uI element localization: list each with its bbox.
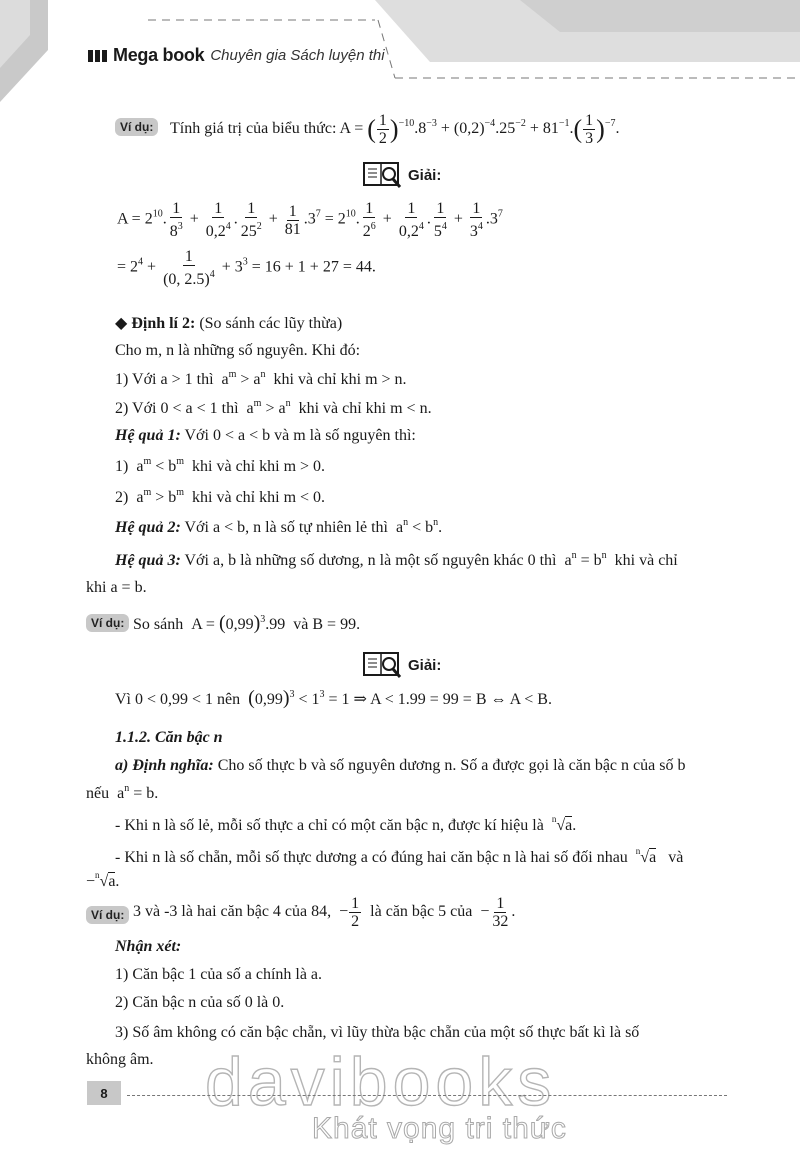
example-1-formula: A = ( $\frac{1}{2}$ )$^{-10}.8^{-3} + (0,2)^{-4}.25^{-2} + 81^{-1}$.( $\frac{1}{3}$ )$^{-7}$. — [339, 112, 620, 147]
corollary-3-text: Với a, b là những số dương, n là một số nguyên khác 0 thì — [184, 552, 557, 569]
example-2-prompt: So sánh — [133, 616, 184, 633]
odd-root-text: - Khi n là số lẻ, mỗi số thực a chỉ có một căn bậc n, được kí hiệu là $^n$√a. — [115, 814, 577, 834]
theorem-2-item-2-post: khi và chỉ khi m < n. — [298, 400, 432, 417]
solution-label: Giải: — [408, 656, 442, 674]
example-2-problem: So sánh $A = (0,99)^3.99$ và B = 99. — [133, 612, 361, 634]
even-root-line-2: −$^n$√a. — [86, 870, 120, 890]
solution-2: Vì 0 < 0,99 < 1 nên $(0,99)^3 < 1^3 = 1$ ⇒ A < 1.99 = 99 = B ⇔ A < B. — [115, 687, 552, 709]
theorem-2-item-1-pre: 1) Với a > 1 thì — [115, 371, 214, 388]
solution-label: Giải: — [408, 166, 442, 184]
remark-item-1: 1) Căn bậc 1 của số a chính là a. — [115, 966, 323, 983]
definition-line-2: nếu $a^n = b$. — [86, 783, 159, 802]
corollary-3-line-2: khi a = b. — [86, 579, 147, 596]
example-1-problem — [170, 112, 619, 147]
header-brand — [88, 45, 385, 66]
corollary-3-text-post: khi và chỉ — [614, 552, 678, 569]
corollary-1-item-1-post: khi và chỉ khi m > 0. — [192, 458, 326, 475]
example-3-text-a: 3 và -3 là hai căn bậc 4 của 84, — [133, 903, 332, 921]
book-magnifier-icon — [362, 160, 404, 190]
definition-text: Cho số thực b và số nguyên dương n. Số a được gọi là căn bậc n của số b — [217, 757, 686, 774]
even-root-text-body: - Khi n là số chẵn, mỗi số thực dương a có đúng hai căn bậc n là hai số đối nhau — [115, 849, 628, 866]
example-label: Ví dụ: — [86, 906, 129, 924]
corollary-2-label: Hệ quả 2: — [115, 519, 181, 536]
diamond-bullet-icon: ◆ — [115, 315, 128, 332]
solution-2-pre: Vì 0 < 0,99 < 1 nên — [115, 691, 241, 708]
definition-line-2-pre: nếu — [86, 785, 110, 802]
corollary-3: Hệ quả 3: Với a, b là những số dương, n là một số nguyên khác 0 thì $a^n = b^n$ khi và chỉ — [115, 550, 678, 569]
remark-item-2: 2) Căn bậc n của số 0 là 0. — [115, 994, 285, 1011]
solution-heading — [362, 160, 441, 190]
corollary-1 — [115, 427, 416, 445]
theorem-2-title — [115, 313, 342, 333]
brand-name: Mega book — [113, 45, 205, 65]
solution-1-step-1: $A = 2^{10}$. $\frac{1}{8^3}$ + $\frac{1}{0,2^4}$ . $\frac{1}{25^2}$ + $\frac{1}{81}$ $.3^7 = 2^{10}$. $\frac{1}{2^6}$ + $\frac{1}{0,2^4}$ . $\frac{1}{5^4}$ + $\frac{1}{3^4}$ $.3^7$ — [117, 200, 503, 240]
even-root-text: - Khi n là số chẵn, mỗi số thực dương a có đúng hai căn bậc n là hai số đối nhau $^n$√a và — [115, 846, 684, 866]
odd-root-text-body: - Khi n là số lẻ, mỗi số thực a chỉ có một căn bậc n, được kí hiệu là — [115, 817, 544, 834]
solution-heading — [362, 650, 441, 680]
corollary-2: Hệ quả 2: Với a < b, n là số tự nhiên lẻ thì $a^n < b^n$. — [115, 517, 443, 536]
theorem-2-item-1: 1) Với a > 1 thì $a^m > a^n$ khi và chỉ khi m > n. — [115, 369, 407, 388]
brand-tagline: Chuyên gia Sách luyện thi — [210, 47, 385, 64]
definition-label: a) Định nghĩa: — [115, 757, 214, 774]
theorem-2-note: (So sánh các lũy thừa) — [199, 315, 343, 332]
remark-item-3-line-2: không âm. — [86, 1051, 154, 1068]
example-3: 3 và -3 là hai căn bậc 4 của 84, − $\frac{1}{2}$ là căn bậc 5 của − $\frac{1}{32}$ . — [133, 895, 516, 930]
corollary-1-label: Hệ quả 1: — [115, 427, 181, 444]
example-1-prompt: Tính giá trị của biểu thức: — [170, 120, 337, 138]
corollary-2-text: Với a < b, n là số tự nhiên lẻ thì — [184, 519, 388, 536]
example-label: Ví dụ: — [115, 118, 158, 136]
remark-item-3: 3) Số âm không có căn bậc chẵn, vì lũy thừa bậc chẵn của một số thực bất kì là số — [115, 1024, 640, 1041]
watermark-tagline: Khát vọng tri thức — [312, 1112, 567, 1145]
corollary-1-item-2-post: khi và chỉ khi m < 0. — [192, 489, 326, 506]
watermark-logo: davibooks — [205, 1044, 557, 1120]
corollary-3-label: Hệ quả 3: — [115, 552, 181, 569]
example-3-text-b: là căn bậc 5 của — [370, 903, 473, 921]
definition — [115, 757, 685, 775]
theorem-2-intro: Cho m, n là những số nguyên. Khi đó: — [115, 342, 361, 359]
corollary-1-item-1: 1) $a^m < b^m$ khi và chỉ khi m > 0. — [115, 456, 326, 475]
book-logo-icon — [88, 48, 110, 64]
solution-1-step-2: = $2^4$ + $\frac{1}{(0, 2.5)^4}$ + $3^3 = 16 + 1 + 27 = 44$. — [117, 248, 376, 288]
theorem-2-label: Định lí 2: — [131, 315, 196, 332]
theorem-2-item-2: 2) Với 0 < a < 1 thì $a^m > a^n$ khi và chỉ khi m < n. — [115, 398, 432, 417]
page-number: 8 — [87, 1081, 121, 1105]
theorem-2-item-2-pre: 2) Với 0 < a < 1 thì — [115, 400, 239, 417]
book-magnifier-icon — [362, 650, 404, 680]
footer-divider — [127, 1095, 727, 1096]
even-root-and: và — [668, 849, 684, 866]
section-title: 1.1.2. Căn bậc n — [115, 729, 223, 746]
example-label: Ví dụ: — [86, 614, 129, 632]
remark-title: Nhận xét: — [115, 938, 182, 955]
theorem-2-item-1-post: khi và chỉ khi m > n. — [273, 371, 407, 388]
corollary-1-text: Với 0 < a < b và m là số nguyên thì: — [184, 427, 416, 444]
corollary-1-item-2: 2) $a^m > b^m$ khi và chỉ khi m < 0. — [115, 487, 326, 506]
example-2-mid: và B = 99. — [293, 616, 361, 633]
